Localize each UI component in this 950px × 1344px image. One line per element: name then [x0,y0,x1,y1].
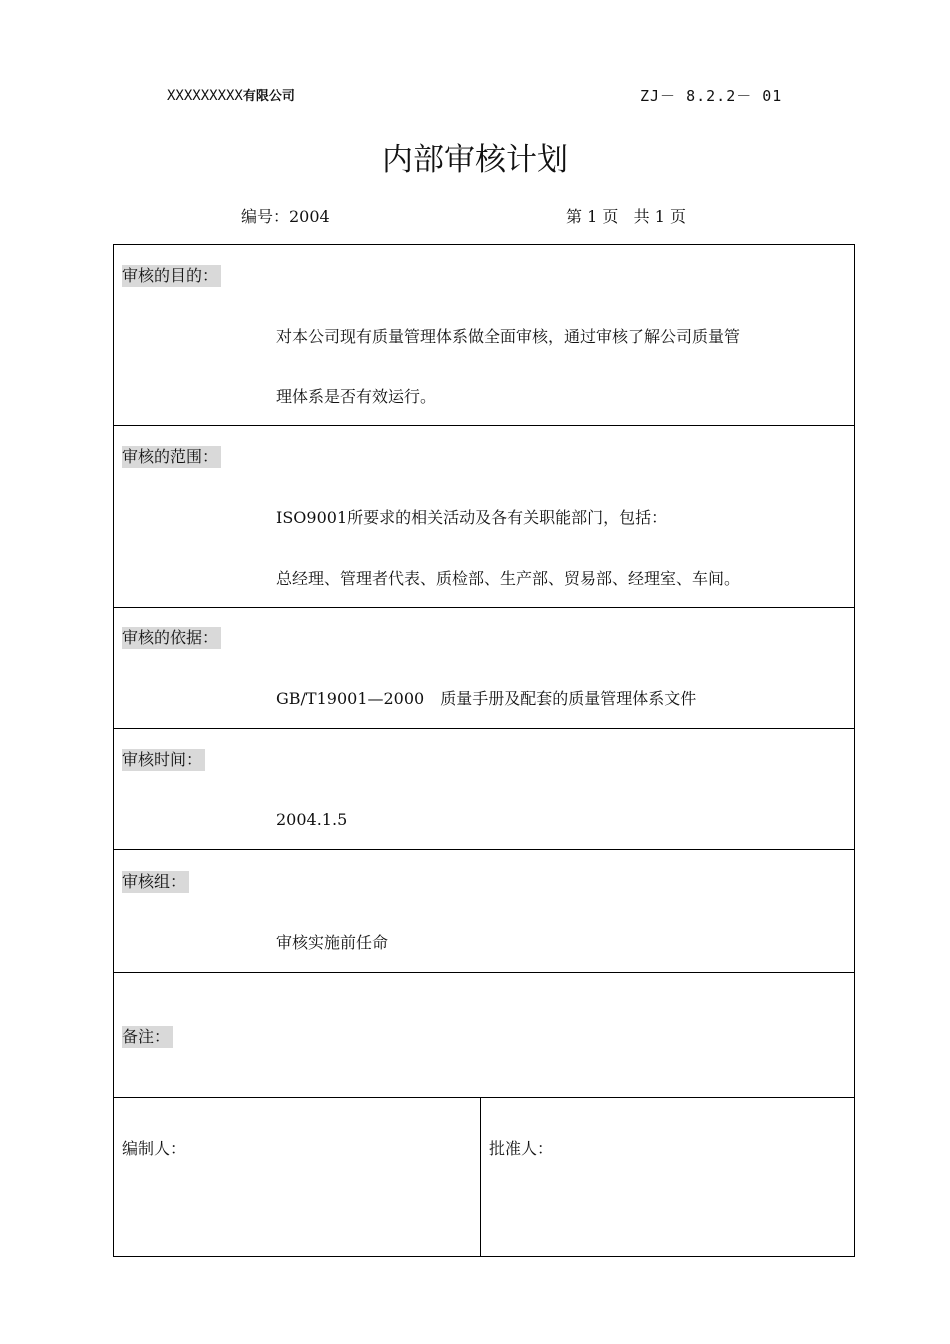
row-divider [113,972,855,973]
serial-number: 编号：2004 [241,207,330,226]
company-name [167,85,295,104]
time-value: 2004.1.5 [276,810,348,829]
team-label: 审核组： [122,871,189,893]
purpose-line-1: 对本公司现有质量管理体系做全面审核，通过审核了解公司质量管 [276,327,741,346]
prepared-by-label: 编制人： [122,1139,187,1158]
page-count: 第 1 页 共 1 页 [566,207,686,226]
column-divider [480,1097,481,1257]
row-divider [113,607,855,608]
scope-label: 审核的范围： [122,446,221,468]
row-divider [113,425,855,426]
team-value: 审核实施前任命 [276,933,389,952]
page-title: 内部审核计划 [382,142,568,178]
basis-label: 审核的依据： [122,627,221,649]
document-code: ZJ－ 8.2.2－ 01 [640,87,783,105]
purpose-label: 审核的目的： [122,265,221,287]
scope-line-2: 总经理、管理者代表、质检部、生产部、贸易部、经理室、车间。 [276,569,741,588]
plan-table [113,244,855,1257]
purpose-line-2: 理体系是否有效运行。 [276,387,437,406]
basis-line-1: GB/T19001—2000 质量手册及配套的质量管理体系文件 [276,689,697,708]
scope-line-1: ISO9001所要求的相关活动及各有关职能部门，包括： [276,508,668,527]
company-suffix: 有限公司 [242,89,295,104]
row-divider [113,849,855,850]
row-divider [113,1097,855,1098]
company-prefix: XXXXXXXXX [167,88,243,104]
row-divider [113,728,855,729]
time-label: 审核时间： [122,749,205,771]
approved-by-label: 批准人： [489,1139,554,1158]
remarks-label: 备注： [122,1026,173,1048]
